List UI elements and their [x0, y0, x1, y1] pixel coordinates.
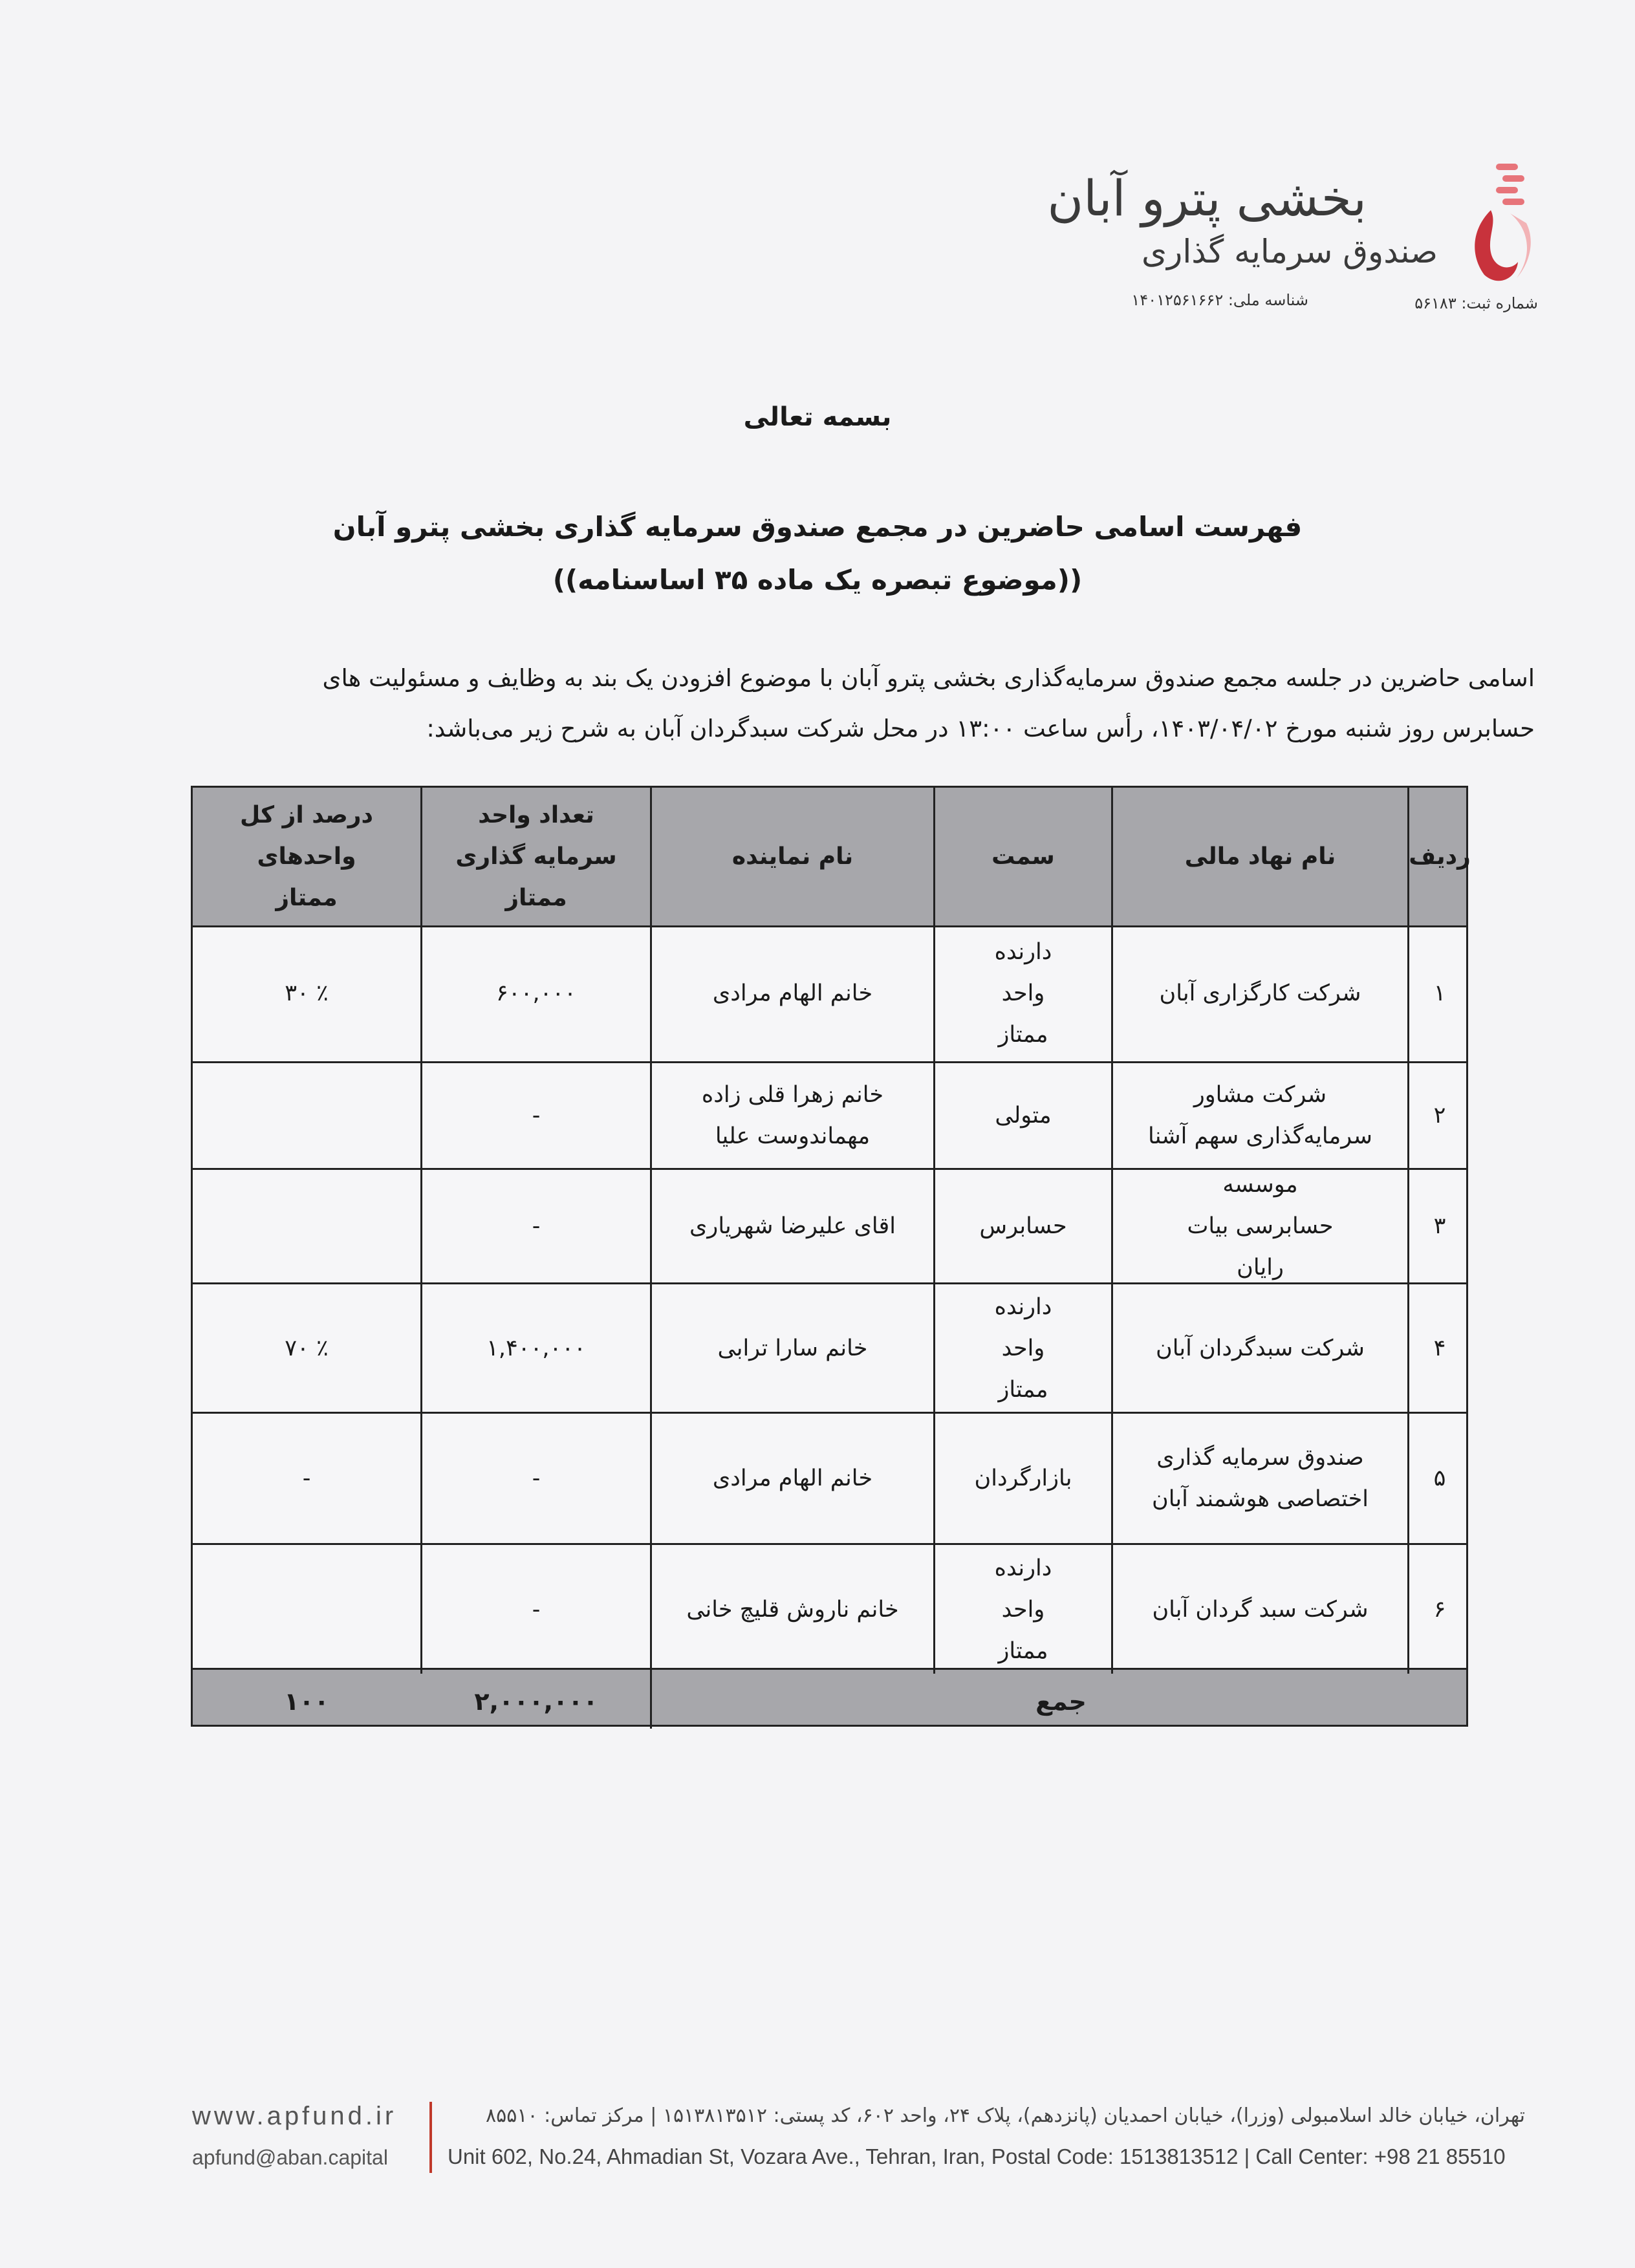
address-english: Unit 602, No.24, Ahmadian St, Vozara Ave., Tehran, Iran, Postal Code: 1513813512 | Call Center: +98 21 85510 [448, 2144, 1506, 2168]
header-representative: نام نماینده [731, 843, 854, 870]
attendees-table [191, 786, 1471, 1727]
unit-percent [193, 1545, 420, 1674]
header-institution: نام نهاد مالی [1184, 843, 1336, 870]
header-position: سمت [991, 843, 1055, 870]
website-link[interactable]: www.apfund.ir [192, 2102, 397, 2130]
header-row-number: ردیف [1409, 843, 1471, 870]
institution-name: موسسه حسابرسی بیات رایان [1187, 1172, 1334, 1280]
row-number: ۲ [1433, 1103, 1446, 1129]
intro-line-2: حسابرس روز شنبه مورخ ۱۴۰۳/۰۴/۰۲، رأس ساعت ۱۳:۰۰ در محل شرکت سبدگردان آبان به شرح زیر می‌باشد: [426, 715, 1535, 742]
row-number: ۵ [1433, 1465, 1446, 1491]
footer-divider [429, 2102, 432, 2173]
institution-name: شرکت سبد گردان آبان [1152, 1596, 1369, 1623]
unit-count: ۱,۴۰۰,۰۰۰ [486, 1335, 586, 1361]
position: دارنده واحد ممتاز [994, 1555, 1052, 1664]
position: دارنده واحد ممتاز [994, 1293, 1052, 1403]
header-percent: درصد از کل واحدهای ممتاز [240, 801, 373, 911]
unit-count: - [532, 1465, 541, 1491]
unit-percent [193, 1063, 420, 1168]
position: متولی [995, 1103, 1052, 1129]
representative-name: خانم زهرا قلی زاده مهماندوست علیا [701, 1082, 884, 1149]
basmala-heading: بسمه تعالی [743, 402, 892, 432]
unit-count: - [532, 1103, 541, 1129]
row-number: ۶ [1433, 1596, 1446, 1623]
row-number: ۴ [1433, 1335, 1446, 1361]
total-label: جمع [1035, 1687, 1087, 1716]
document-title: فهرست اسامی حاضرین در مجمع صندوق سرمایه گذاری بخشی پترو آبان [332, 511, 1303, 543]
fund-logo-icon [1465, 158, 1549, 288]
registration-number: شماره ثبت: ۵۶۱۸۳ [1414, 294, 1538, 312]
unit-percent: ٪ ۷۰ [285, 1335, 329, 1361]
position: دارنده واحد ممتاز [994, 939, 1052, 1048]
row-number: ۱ [1433, 980, 1446, 1006]
intro-line-1: اسامی حاضرین در جلسه مجمع صندوق سرمایه‌گذاری بخشی پترو آبان با موضوع افزودن یک بند به وظایف و مسئولیت های [322, 664, 1535, 692]
unit-percent: - [302, 1465, 311, 1491]
representative-name: خانم سارا ترابی [717, 1335, 868, 1361]
representative-name: خانم الهام مرادی [712, 1465, 873, 1491]
position: حسابرس [979, 1213, 1067, 1239]
institution-name: شرکت کارگزاری آبان [1159, 980, 1361, 1006]
unit-count: - [532, 1596, 541, 1623]
institution-name: صندوق سرمایه گذاری اختصاصی هوشمند آبان [1152, 1445, 1369, 1512]
brand-title: بخشی پترو آبان [1047, 169, 1367, 227]
email-link[interactable]: apfund@aban.capital [192, 2146, 388, 2169]
unit-count: ۶۰۰,۰۰۰ [496, 980, 576, 1006]
national-id: شناسه ملی: ۱۴۰۱۲۵۶۱۶۶۲ [1131, 291, 1308, 309]
representative-name: خانم الهام مرادی [712, 980, 873, 1006]
unit-percent [193, 1170, 420, 1282]
address-persian: تهران، خیابان خالد اسلامبولی (وزرا)، خیابان احمدیان (پانزدهم)، پلاک ۲۴، واحد ۶۰۲، کد پستی: ۱۵۱۳۸۱۳۵۱۲ | مرکز تماس: ۸۵۵۱۰ [485, 2104, 1525, 2127]
total-units: ۲,۰۰۰,۰۰۰ [474, 1687, 598, 1716]
institution-name: شرکت مشاور سرمایه‌گذاری سهم آشنا [1148, 1082, 1372, 1149]
document-subtitle: ((موضوع تبصره یک ماده ۳۵ اساسنامه)) [552, 564, 1083, 596]
position: بازارگردان [974, 1465, 1072, 1491]
intro-paragraph [80, 653, 1535, 754]
institution-name: شرکت سبدگردان آبان [1156, 1335, 1365, 1361]
unit-percent: ٪ ۳۰ [285, 980, 329, 1006]
header-units: تعداد واحد سرمایه گذاری ممتاز [455, 801, 617, 911]
unit-count: - [532, 1213, 541, 1239]
representative-name: اقای علیرضا شهریاری [689, 1213, 896, 1239]
total-percent: ۱۰۰ [284, 1687, 329, 1716]
brand-subtitle: صندوق سرمایه گذاری [1142, 233, 1438, 270]
row-number: ۳ [1433, 1213, 1446, 1239]
representative-name: خانم ناروش قلیچ خانی [686, 1596, 899, 1623]
